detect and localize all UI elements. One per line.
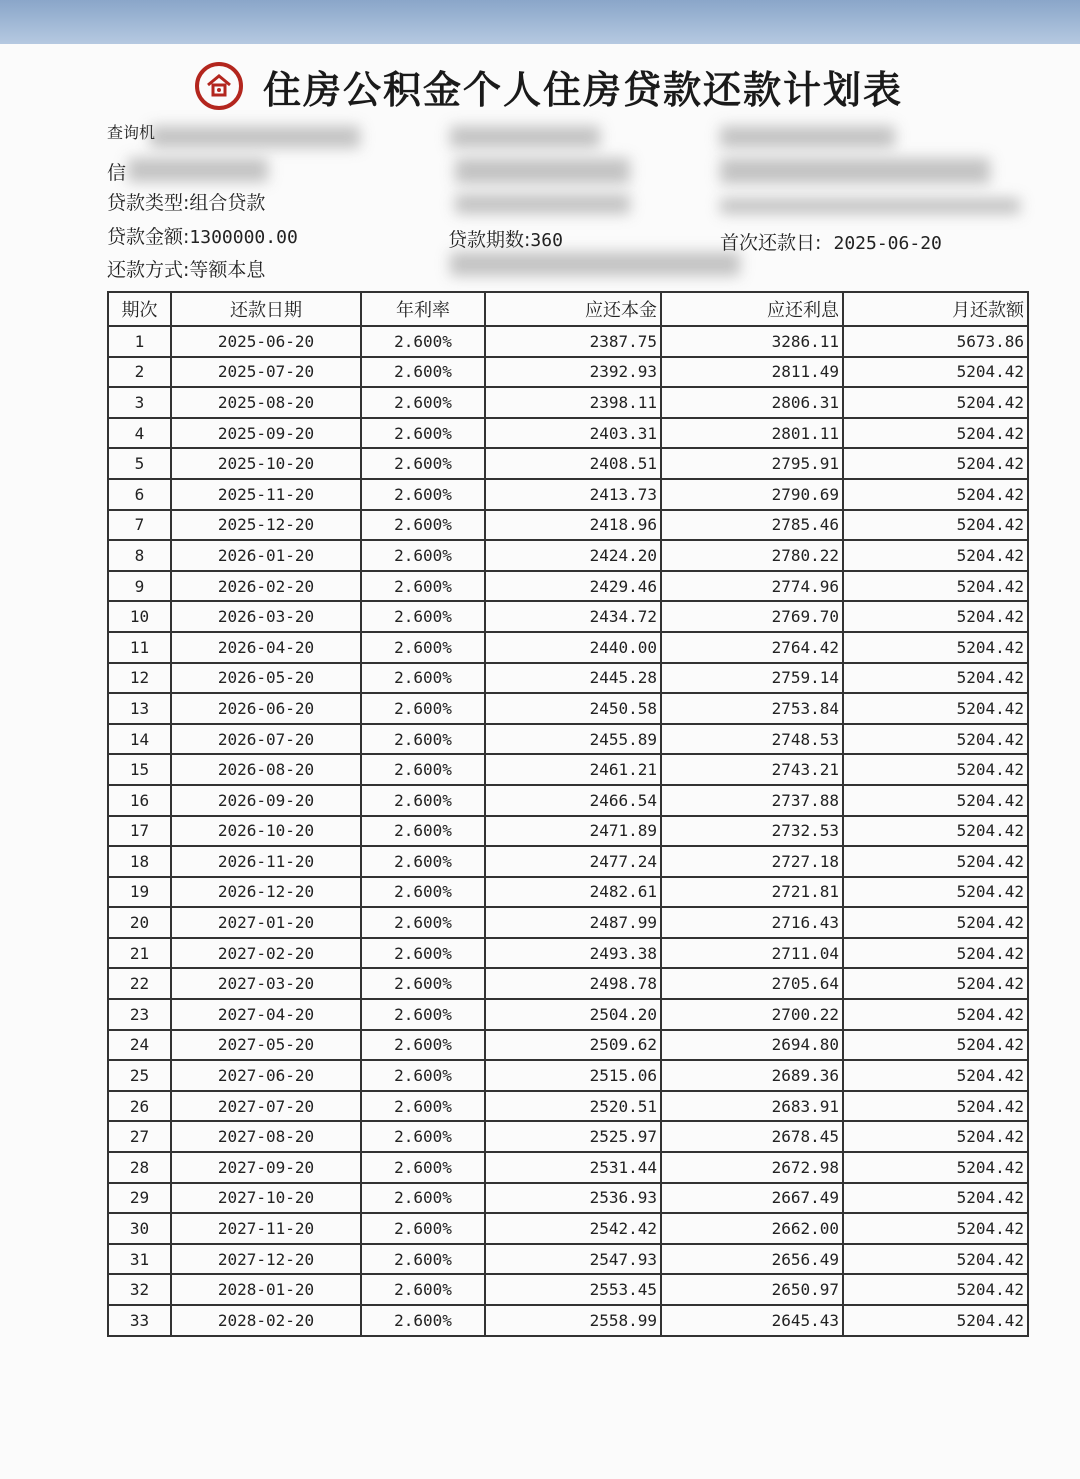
cell-monthly-payment: 5204.42 xyxy=(843,785,1028,816)
cell-period: 25 xyxy=(108,1060,171,1091)
cell-monthly-payment: 5204.42 xyxy=(843,907,1028,938)
cell-principal: 2498.78 xyxy=(485,968,661,999)
cell-rate: 2.600% xyxy=(361,724,485,755)
cell-period: 31 xyxy=(108,1244,171,1275)
cell-principal: 2440.00 xyxy=(485,632,661,663)
loan-amount-label: 贷款金额: xyxy=(107,226,190,248)
table-row xyxy=(108,326,1028,357)
cell-principal: 2392.93 xyxy=(485,357,661,388)
cell-monthly-payment: 5204.42 xyxy=(843,1091,1028,1122)
cell-period: 18 xyxy=(108,846,171,877)
cell-monthly-payment: 5204.42 xyxy=(843,1305,1028,1336)
cell-date: 2025-10-20 xyxy=(171,448,361,479)
cell-interest: 2801.11 xyxy=(661,418,843,449)
redacted-area xyxy=(128,158,268,182)
cell-interest: 2650.97 xyxy=(661,1274,843,1305)
cell-rate: 2.600% xyxy=(361,1121,485,1152)
cell-monthly-payment: 5204.42 xyxy=(843,846,1028,877)
table-row xyxy=(108,846,1028,877)
table-row xyxy=(108,999,1028,1030)
redacted-area xyxy=(720,158,990,184)
cell-interest: 2700.22 xyxy=(661,999,843,1030)
cell-rate: 2.600% xyxy=(361,1091,485,1122)
cell-period: 15 xyxy=(108,754,171,785)
cell-date: 2025-12-20 xyxy=(171,510,361,541)
cell-date: 2026-11-20 xyxy=(171,846,361,877)
title-row xyxy=(195,58,903,114)
cell-principal: 2553.45 xyxy=(485,1274,661,1305)
repay-method: 还款方式:等额本息 xyxy=(107,259,266,281)
cell-interest: 2667.49 xyxy=(661,1183,843,1214)
cell-date: 2027-12-20 xyxy=(171,1244,361,1275)
table-row xyxy=(108,1244,1028,1275)
cell-interest: 2705.64 xyxy=(661,968,843,999)
col-header-monthly-payment: 月还款额 xyxy=(843,292,1028,326)
cell-period: 17 xyxy=(108,816,171,847)
cell-interest: 2711.04 xyxy=(661,938,843,969)
cell-principal: 2482.61 xyxy=(485,877,661,908)
cell-date: 2026-05-20 xyxy=(171,663,361,694)
cell-monthly-payment: 5204.42 xyxy=(843,1274,1028,1305)
table-row xyxy=(108,1305,1028,1336)
table-row xyxy=(108,754,1028,785)
table-row xyxy=(108,387,1028,418)
cell-interest: 2678.45 xyxy=(661,1121,843,1152)
cell-date: 2026-04-20 xyxy=(171,632,361,663)
table-row xyxy=(108,938,1028,969)
cell-monthly-payment: 5204.42 xyxy=(843,448,1028,479)
cell-monthly-payment: 5204.42 xyxy=(843,540,1028,571)
cell-date: 2026-08-20 xyxy=(171,754,361,785)
cell-principal: 2531.44 xyxy=(485,1152,661,1183)
cell-principal: 2450.58 xyxy=(485,693,661,724)
cell-period: 12 xyxy=(108,663,171,694)
cell-monthly-payment: 5204.42 xyxy=(843,877,1028,908)
cell-date: 2026-03-20 xyxy=(171,601,361,632)
cell-rate: 2.600% xyxy=(361,1274,485,1305)
cell-rate: 2.600% xyxy=(361,601,485,632)
cell-principal: 2434.72 xyxy=(485,601,661,632)
cell-period: 24 xyxy=(108,1030,171,1061)
cell-period: 13 xyxy=(108,693,171,724)
cell-period: 33 xyxy=(108,1305,171,1336)
cell-monthly-payment: 5204.42 xyxy=(843,999,1028,1030)
cell-period: 21 xyxy=(108,938,171,969)
cell-interest: 2748.53 xyxy=(661,724,843,755)
cell-monthly-payment: 5204.42 xyxy=(843,1213,1028,1244)
cell-principal: 2471.89 xyxy=(485,816,661,847)
loan-term-label: 贷款期数: xyxy=(448,229,531,251)
cell-rate: 2.600% xyxy=(361,632,485,663)
table-row xyxy=(108,540,1028,571)
cell-interest: 2727.18 xyxy=(661,846,843,877)
cell-principal: 2515.06 xyxy=(485,1060,661,1091)
cell-date: 2025-11-20 xyxy=(171,479,361,510)
cell-rate: 2.600% xyxy=(361,938,485,969)
cell-principal: 2509.62 xyxy=(485,1030,661,1061)
cell-interest: 2774.96 xyxy=(661,571,843,602)
cell-date: 2025-06-20 xyxy=(171,326,361,357)
cell-interest: 2694.80 xyxy=(661,1030,843,1061)
repayment-schedule-table xyxy=(107,291,1029,1337)
loan-amount-value: 1300000.00 xyxy=(189,227,298,248)
table-row xyxy=(108,448,1028,479)
cell-interest: 2811.49 xyxy=(661,357,843,388)
table-row xyxy=(108,724,1028,755)
cell-interest: 2743.21 xyxy=(661,754,843,785)
cell-date: 2026-01-20 xyxy=(171,540,361,571)
cell-period: 14 xyxy=(108,724,171,755)
table-row xyxy=(108,663,1028,694)
cell-period: 8 xyxy=(108,540,171,571)
cell-monthly-payment: 5204.42 xyxy=(843,724,1028,755)
cell-rate: 2.600% xyxy=(361,540,485,571)
cell-principal: 2504.20 xyxy=(485,999,661,1030)
cell-period: 27 xyxy=(108,1121,171,1152)
cell-rate: 2.600% xyxy=(361,877,485,908)
cell-period: 7 xyxy=(108,510,171,541)
table-row xyxy=(108,357,1028,388)
cell-interest: 2764.42 xyxy=(661,632,843,663)
cell-monthly-payment: 5204.42 xyxy=(843,1060,1028,1091)
table-row xyxy=(108,1060,1028,1091)
cell-principal: 2461.21 xyxy=(485,754,661,785)
cell-rate: 2.600% xyxy=(361,693,485,724)
cell-interest: 3286.11 xyxy=(661,326,843,357)
redacted-area xyxy=(720,126,895,148)
table-row xyxy=(108,816,1028,847)
table-row xyxy=(108,1274,1028,1305)
loan-term-value: 360 xyxy=(530,230,563,251)
cell-monthly-payment: 5204.42 xyxy=(843,1244,1028,1275)
table-row xyxy=(108,571,1028,602)
cell-rate: 2.600% xyxy=(361,846,485,877)
cell-monthly-payment: 5204.42 xyxy=(843,1030,1028,1061)
table-row xyxy=(108,968,1028,999)
cell-principal: 2525.97 xyxy=(485,1121,661,1152)
cell-monthly-payment: 5204.42 xyxy=(843,938,1028,969)
cell-principal: 2413.73 xyxy=(485,479,661,510)
cell-date: 2027-05-20 xyxy=(171,1030,361,1061)
col-header-principal: 应还本金 xyxy=(485,292,661,326)
cell-period: 11 xyxy=(108,632,171,663)
cell-interest: 2656.49 xyxy=(661,1244,843,1275)
cell-date: 2027-10-20 xyxy=(171,1183,361,1214)
partial-label-2: 信 xyxy=(107,162,127,184)
cell-rate: 2.600% xyxy=(361,479,485,510)
cell-date: 2026-12-20 xyxy=(171,877,361,908)
cell-monthly-payment: 5204.42 xyxy=(843,571,1028,602)
cell-principal: 2547.93 xyxy=(485,1244,661,1275)
cell-monthly-payment: 5204.42 xyxy=(843,816,1028,847)
table-row xyxy=(108,1030,1028,1061)
cell-interest: 2645.43 xyxy=(661,1305,843,1336)
cell-period: 30 xyxy=(108,1213,171,1244)
redacted-area xyxy=(455,194,630,214)
housing-fund-logo-icon xyxy=(195,62,243,110)
cell-date: 2027-11-20 xyxy=(171,1213,361,1244)
cell-period: 5 xyxy=(108,448,171,479)
col-header-rate: 年利率 xyxy=(361,292,485,326)
cell-period: 6 xyxy=(108,479,171,510)
cell-principal: 2477.24 xyxy=(485,846,661,877)
redacted-area xyxy=(455,158,630,184)
cell-monthly-payment: 5204.42 xyxy=(843,387,1028,418)
cell-interest: 2753.84 xyxy=(661,693,843,724)
cell-principal: 2455.89 xyxy=(485,724,661,755)
cell-monthly-payment: 5204.42 xyxy=(843,601,1028,632)
cell-date: 2027-08-20 xyxy=(171,1121,361,1152)
table-header-row xyxy=(108,292,1028,326)
cell-principal: 2418.96 xyxy=(485,510,661,541)
cell-period: 29 xyxy=(108,1183,171,1214)
cell-date: 2025-08-20 xyxy=(171,387,361,418)
window-top-strip xyxy=(0,0,1080,48)
cell-period: 32 xyxy=(108,1274,171,1305)
cell-period: 26 xyxy=(108,1091,171,1122)
cell-rate: 2.600% xyxy=(361,816,485,847)
cell-rate: 2.600% xyxy=(361,999,485,1030)
cell-date: 2027-04-20 xyxy=(171,999,361,1030)
cell-principal: 2429.46 xyxy=(485,571,661,602)
cell-interest: 2759.14 xyxy=(661,663,843,694)
table-row xyxy=(108,418,1028,449)
cell-principal: 2542.42 xyxy=(485,1213,661,1244)
cell-date: 2026-06-20 xyxy=(171,693,361,724)
cell-date: 2027-03-20 xyxy=(171,968,361,999)
cell-principal: 2398.11 xyxy=(485,387,661,418)
cell-interest: 2737.88 xyxy=(661,785,843,816)
redacted-area xyxy=(450,252,740,276)
cell-interest: 2806.31 xyxy=(661,387,843,418)
table-row xyxy=(108,1121,1028,1152)
cell-rate: 2.600% xyxy=(361,968,485,999)
first-payment-date xyxy=(720,228,942,255)
cell-date: 2026-07-20 xyxy=(171,724,361,755)
first-payment-label: 首次还款日: xyxy=(720,232,822,254)
cell-period: 28 xyxy=(108,1152,171,1183)
cell-date: 2027-07-20 xyxy=(171,1091,361,1122)
cell-rate: 2.600% xyxy=(361,1060,485,1091)
cell-monthly-payment: 5204.42 xyxy=(843,357,1028,388)
cell-principal: 2466.54 xyxy=(485,785,661,816)
table-row xyxy=(108,877,1028,908)
cell-rate: 2.600% xyxy=(361,1030,485,1061)
cell-principal: 2387.75 xyxy=(485,326,661,357)
cell-period: 3 xyxy=(108,387,171,418)
table-row xyxy=(108,907,1028,938)
cell-period: 10 xyxy=(108,601,171,632)
cell-monthly-payment: 5204.42 xyxy=(843,663,1028,694)
redacted-area xyxy=(150,126,360,148)
cell-date: 2027-01-20 xyxy=(171,907,361,938)
cell-period: 16 xyxy=(108,785,171,816)
cell-rate: 2.600% xyxy=(361,1213,485,1244)
cell-monthly-payment: 5204.42 xyxy=(843,754,1028,785)
cell-monthly-payment: 5204.42 xyxy=(843,968,1028,999)
table-row xyxy=(108,1091,1028,1122)
table-row xyxy=(108,693,1028,724)
cell-date: 2027-09-20 xyxy=(171,1152,361,1183)
cell-monthly-payment: 5204.42 xyxy=(843,693,1028,724)
cell-interest: 2790.69 xyxy=(661,479,843,510)
cell-date: 2025-09-20 xyxy=(171,418,361,449)
cell-interest: 2716.43 xyxy=(661,907,843,938)
cell-monthly-payment: 5204.42 xyxy=(843,1183,1028,1214)
cell-interest: 2683.91 xyxy=(661,1091,843,1122)
cell-period: 9 xyxy=(108,571,171,602)
table-row xyxy=(108,479,1028,510)
cell-principal: 2408.51 xyxy=(485,448,661,479)
cell-rate: 2.600% xyxy=(361,571,485,602)
first-payment-value: 2025-06-20 xyxy=(833,233,942,254)
cell-date: 2026-02-20 xyxy=(171,571,361,602)
cell-principal: 2536.93 xyxy=(485,1183,661,1214)
cell-rate: 2.600% xyxy=(361,418,485,449)
cell-period: 19 xyxy=(108,877,171,908)
cell-date: 2025-07-20 xyxy=(171,357,361,388)
cell-period: 20 xyxy=(108,907,171,938)
table-row xyxy=(108,510,1028,541)
redacted-area xyxy=(450,126,600,148)
col-header-date: 还款日期 xyxy=(171,292,361,326)
cell-principal: 2493.38 xyxy=(485,938,661,969)
cell-principal: 2424.20 xyxy=(485,540,661,571)
cell-interest: 2780.22 xyxy=(661,540,843,571)
loan-type: 贷款类型:组合贷款 xyxy=(107,192,266,214)
loan-term xyxy=(448,225,563,252)
cell-rate: 2.600% xyxy=(361,357,485,388)
cell-date: 2026-10-20 xyxy=(171,816,361,847)
cell-period: 2 xyxy=(108,357,171,388)
cell-rate: 2.600% xyxy=(361,754,485,785)
redacted-area xyxy=(720,198,1020,214)
cell-interest: 2662.00 xyxy=(661,1213,843,1244)
cell-period: 1 xyxy=(108,326,171,357)
cell-principal: 2487.99 xyxy=(485,907,661,938)
cell-monthly-payment: 5204.42 xyxy=(843,510,1028,541)
cell-monthly-payment: 5204.42 xyxy=(843,632,1028,663)
cell-principal: 2403.31 xyxy=(485,418,661,449)
cell-interest: 2785.46 xyxy=(661,510,843,541)
cell-principal: 2520.51 xyxy=(485,1091,661,1122)
cell-date: 2028-02-20 xyxy=(171,1305,361,1336)
cell-date: 2027-02-20 xyxy=(171,938,361,969)
cell-rate: 2.600% xyxy=(361,448,485,479)
col-header-interest: 应还利息 xyxy=(661,292,843,326)
table-row xyxy=(108,1152,1028,1183)
cell-monthly-payment: 5204.42 xyxy=(843,1121,1028,1152)
cell-interest: 2721.81 xyxy=(661,877,843,908)
page-title: 住房公积金个人住房贷款还款计划表 xyxy=(263,67,904,112)
cell-date: 2027-06-20 xyxy=(171,1060,361,1091)
loan-amount xyxy=(107,222,298,249)
cell-period: 4 xyxy=(108,418,171,449)
cell-rate: 2.600% xyxy=(361,663,485,694)
table-row xyxy=(108,601,1028,632)
cell-principal: 2558.99 xyxy=(485,1305,661,1336)
cell-rate: 2.600% xyxy=(361,1305,485,1336)
cell-rate: 2.600% xyxy=(361,510,485,541)
cell-date: 2028-01-20 xyxy=(171,1274,361,1305)
table-row xyxy=(108,785,1028,816)
cell-rate: 2.600% xyxy=(361,1152,485,1183)
table-row xyxy=(108,1183,1028,1214)
cell-rate: 2.600% xyxy=(361,785,485,816)
partial-label-1 xyxy=(107,120,155,130)
table-row xyxy=(108,632,1028,663)
table-row xyxy=(108,1213,1028,1244)
cell-interest: 2769.70 xyxy=(661,601,843,632)
cell-monthly-payment: 5204.42 xyxy=(843,418,1028,449)
cell-rate: 2.600% xyxy=(361,1183,485,1214)
cell-rate: 2.600% xyxy=(361,326,485,357)
cell-date: 2026-09-20 xyxy=(171,785,361,816)
cell-monthly-payment: 5204.42 xyxy=(843,479,1028,510)
cell-principal: 2445.28 xyxy=(485,663,661,694)
cell-interest: 2732.53 xyxy=(661,816,843,847)
cell-interest: 2689.36 xyxy=(661,1060,843,1091)
cell-rate: 2.600% xyxy=(361,1244,485,1275)
cell-rate: 2.600% xyxy=(361,387,485,418)
cell-rate: 2.600% xyxy=(361,907,485,938)
cell-interest: 2672.98 xyxy=(661,1152,843,1183)
cell-period: 23 xyxy=(108,999,171,1030)
cell-monthly-payment: 5673.86 xyxy=(843,326,1028,357)
cell-monthly-payment: 5204.42 xyxy=(843,1152,1028,1183)
cell-period: 22 xyxy=(108,968,171,999)
cell-interest: 2795.91 xyxy=(661,448,843,479)
col-header-period: 期次 xyxy=(108,292,171,326)
